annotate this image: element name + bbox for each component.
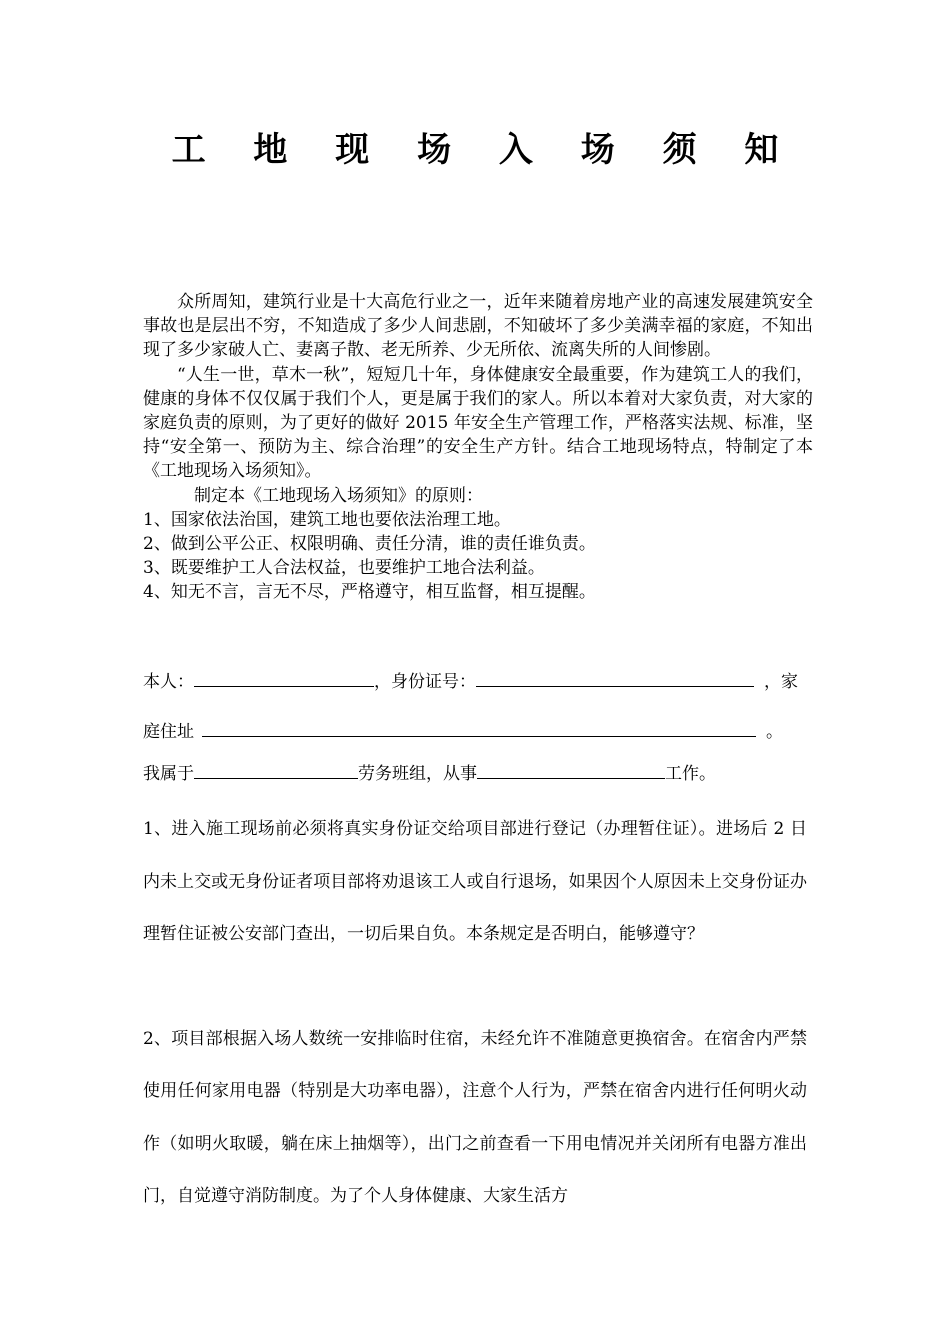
home-address-blank[interactable] xyxy=(202,718,756,737)
intro-section xyxy=(143,290,813,605)
principle-item-3: 3、既要维护工人合法权益，也要维护工地合法利益。 xyxy=(143,558,545,579)
form-row-address xyxy=(143,718,813,744)
home-label-end: 庭住址 xyxy=(143,722,194,742)
team-suffix: 劳务班组，从事 xyxy=(358,764,477,784)
team-label: 我属于 xyxy=(143,764,194,784)
form-row-identity xyxy=(143,668,813,694)
name-blank[interactable] xyxy=(194,668,374,687)
team-blank[interactable] xyxy=(194,760,358,779)
form-row-team xyxy=(143,760,813,786)
address-period: 。 xyxy=(766,722,783,742)
principle-item-1: 1、国家依法治国，建筑工地也要依法治理工地。 xyxy=(143,509,511,530)
name-label: 本人： xyxy=(143,672,194,692)
document-title: 工 地 现 场 入 场 须 知 xyxy=(171,130,797,170)
intro-paragraph-1: 众所周知，建筑行业是十大高危行业之一，近年来随着房地产业的高速发展建筑安全事故也是层出不穷，不知造成了多少人间悲剧，不知破坏了多少美满幸福的家庭，不知出现了多少家破人亡、妻离子散、老无所养、少无所依、流离失所的人间惨剧。 xyxy=(143,292,813,361)
id-number-blank[interactable] xyxy=(476,668,754,687)
work-blank[interactable] xyxy=(477,760,665,779)
principles-heading: 制定本《工地现场入场须知》的原则： xyxy=(194,485,483,506)
id-label: ，身份证号： xyxy=(374,672,476,692)
rule-item-2: 2、项目部根据入场人数统一安排临时住宿，未经允许不准随意更换宿舍。在宿舍内严禁使用任何家用电器（特别是大功率电器），注意个人行为，严禁在宿舍内进行任何明火动作（如明火取暖，躺在床上抽烟等），出门之前查看一下用电情况并关闭所有电器方准出门，自觉遵守消防制度。为了个人身体健康、大家生活方 xyxy=(143,1028,807,1206)
principle-item-4: 4、知无不言，言无不尽，严格遵守，相互监督，相互提醒。 xyxy=(143,582,596,603)
intro-paragraph-2: “人生一世，草木一秋”，短短几十年，身体健康安全最重要，作为建筑工人的我们，健康的身体不仅仅属于我们个人，更是属于我们的家人。所以本着对大家负责，对大家的家庭负责的原则，为了更好的做好 2015 年安全生产管理工作，严格落实法规、标准，坚持“安全第一、预防为主、综合治理”的安全生产方针。结合工地现场特点，特制定了本《工地现场入场须知》。 xyxy=(143,364,813,482)
principle-item-2: 2、做到公平公正、权限明确、责任分清，谁的责任谁负责。 xyxy=(143,534,596,555)
rule-item-1: 1、进入施工现场前必须将真实身份证交给项目部进行登记（办理暂住证）。进场后 2 日内未上交或无身份证者项目部将劝退该工人或自行退场，如果因个人原因未上交身份证办理暂住证被公安部门查出，一切后果自负。本条规定是否明白，能够遵守？ xyxy=(143,819,807,944)
work-suffix: 工作。 xyxy=(665,764,716,784)
rules-section xyxy=(143,803,807,1223)
home-label-start: ，家 xyxy=(764,672,798,692)
rule-spacer xyxy=(143,961,807,1013)
